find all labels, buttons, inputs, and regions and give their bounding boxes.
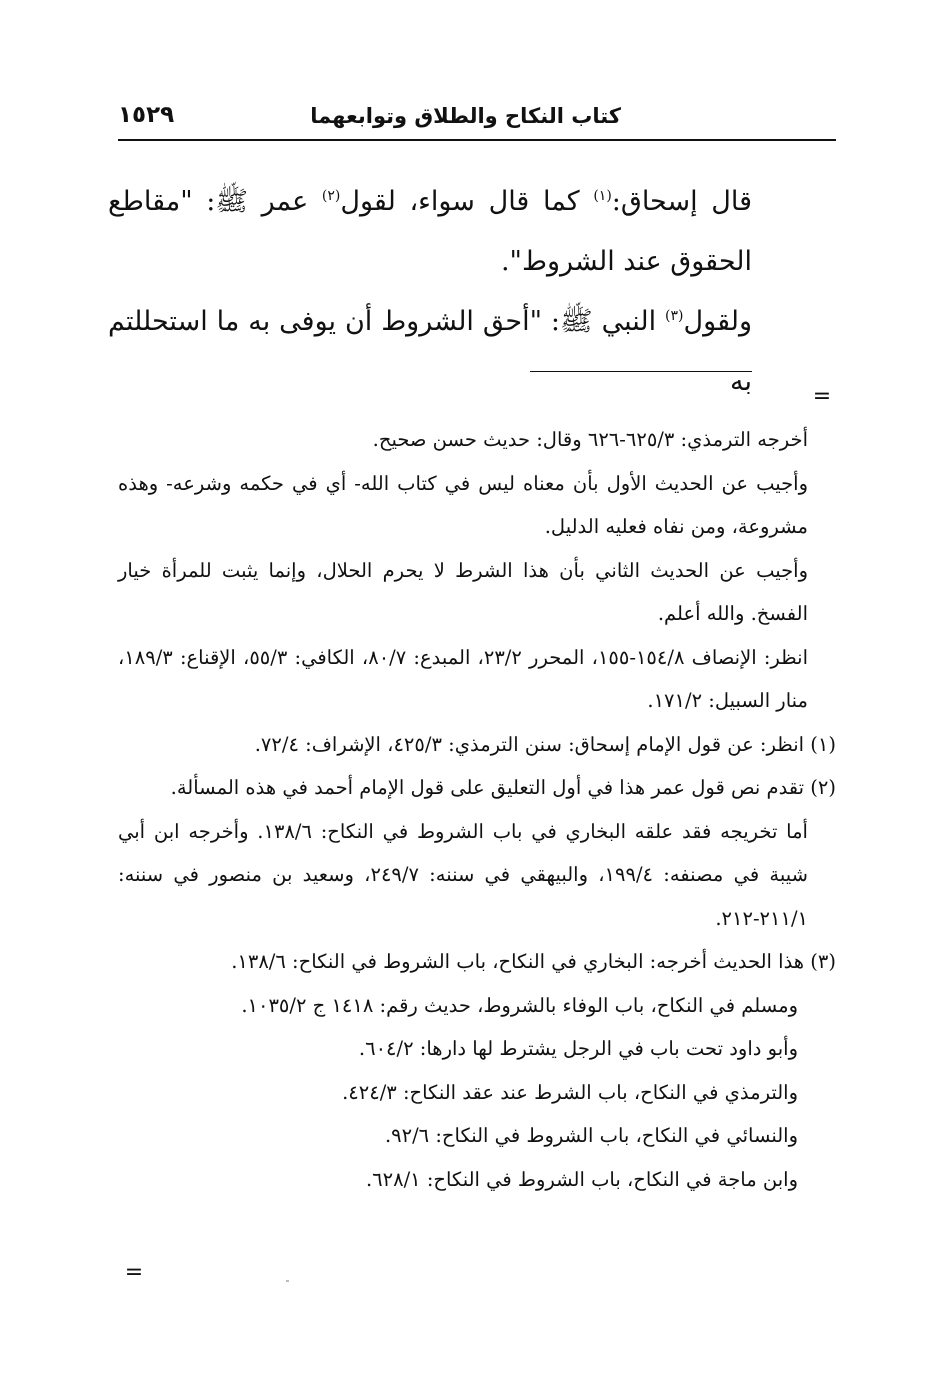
footnote-continuation-line: انظر: الإنصاف ١٥٤/٨-١٥٥، المحرر ٢٣/٢، المبدع: ٨٠/٧، الكافي: ٥٥/٣، الإقناع: ١٨٩/٣، منار السبيل: ١٧١/٢. [118,645,808,712]
footnote-ref-3: (٣) [665,308,684,324]
footnote-continuation-line: وأجيب عن الحديث الثاني بأن هذا الشرط لا يحرم الحلال، وإنما يثبت للمرأة خيار الفسخ. والله أعلم. [118,558,808,625]
header-rule [118,139,836,141]
footnote-3-line: والترمذي في النكاح، باب الشرط عند عقد النكاح: ٤٢٤/٣. [342,1080,798,1104]
footnote-2-body: أما تخريجه فقد علقه البخاري في باب الشروط في النكاح: ١٣٨/٦. وأخرجه ابن أبي شيبة في مصنفه: ١٩٩/٤، والبيهقي في سننه: ٢٤٩/٧، وسعيد بن منصور في سننه: ٢١١/١-٢١٢. [118,819,808,930]
main-paragraph-2: ولقول$^{(٣)}$ النبي ﷺ: "أحق الشروط أن يوفى به ما استحللتم به [108,306,752,397]
main-paragraph-1: قال إسحاق:$^{(١)}$ كما قال سواء، لقول$^{(٢)}$ عمر ﷺ: "مقاطع الحقوق عند الشروط". [108,186,752,277]
footnote-3-line: وابن ماجة في النكاح، باب الشروط في النكاح: ٦٢٨/١. [365,1167,798,1191]
main-text [108,172,752,412]
footnote-3-line: وأبو داود تحت باب في الرجل يشترط لها دارها: ٦٠٤/٢. [358,1037,798,1060]
footnote-2-head: (٢) تقدم نص قول عمر هذا في أول التعليق على قول الإمام أحمد في هذه المسألة. [170,776,836,799]
running-header [118,96,836,140]
footnotes [118,418,836,1201]
footnote-3-head: (٣) هذا الحديث أخرجه: البخاري في النكاح، باب الشروط في النكاح: ١٣٨/٦. [231,950,836,973]
scan-speck [286,1280,289,1282]
footnote-1: (١) انظر: عن قول الإمام إسحاق: سنن الترمذي: ٤٢٥/٣، الإشراف: ٧٢/٤. [254,732,836,756]
footnote-separator [530,371,752,372]
footnote-continuation-line: وأجيب عن الحديث الأول بأن معناه ليس في كتاب الله- أي في حكمه وشرعه- وهذه مشروعة، ومن نفاه فعليه الدليل. [118,471,808,538]
footnote-ref-2: (٢) [321,188,341,204]
page-number: ١٥٢٩ [118,102,175,128]
continuation-mark-bottom: = [124,1260,144,1285]
chapter-title: كتاب النكاح والطلاق وتوابعهما [310,104,621,128]
footnote-3-line: والنسائي في النكاح، باب الشروط في النكاح: ٩٢/٦. [384,1124,798,1147]
footnote-continuation-line: أخرجه الترمذي: ٦٢٥/٣-٦٢٦ وقال: حديث حسن صحيح. [372,428,808,451]
continuation-mark-top: = [812,384,832,409]
footnote-3-line: ومسلم في النكاح، باب الوفاء بالشروط، حديث رقم: ١٤١٨ ج ١٠٣٥/٢. [241,993,798,1017]
footnote-ref-1: (١) [593,188,612,204]
